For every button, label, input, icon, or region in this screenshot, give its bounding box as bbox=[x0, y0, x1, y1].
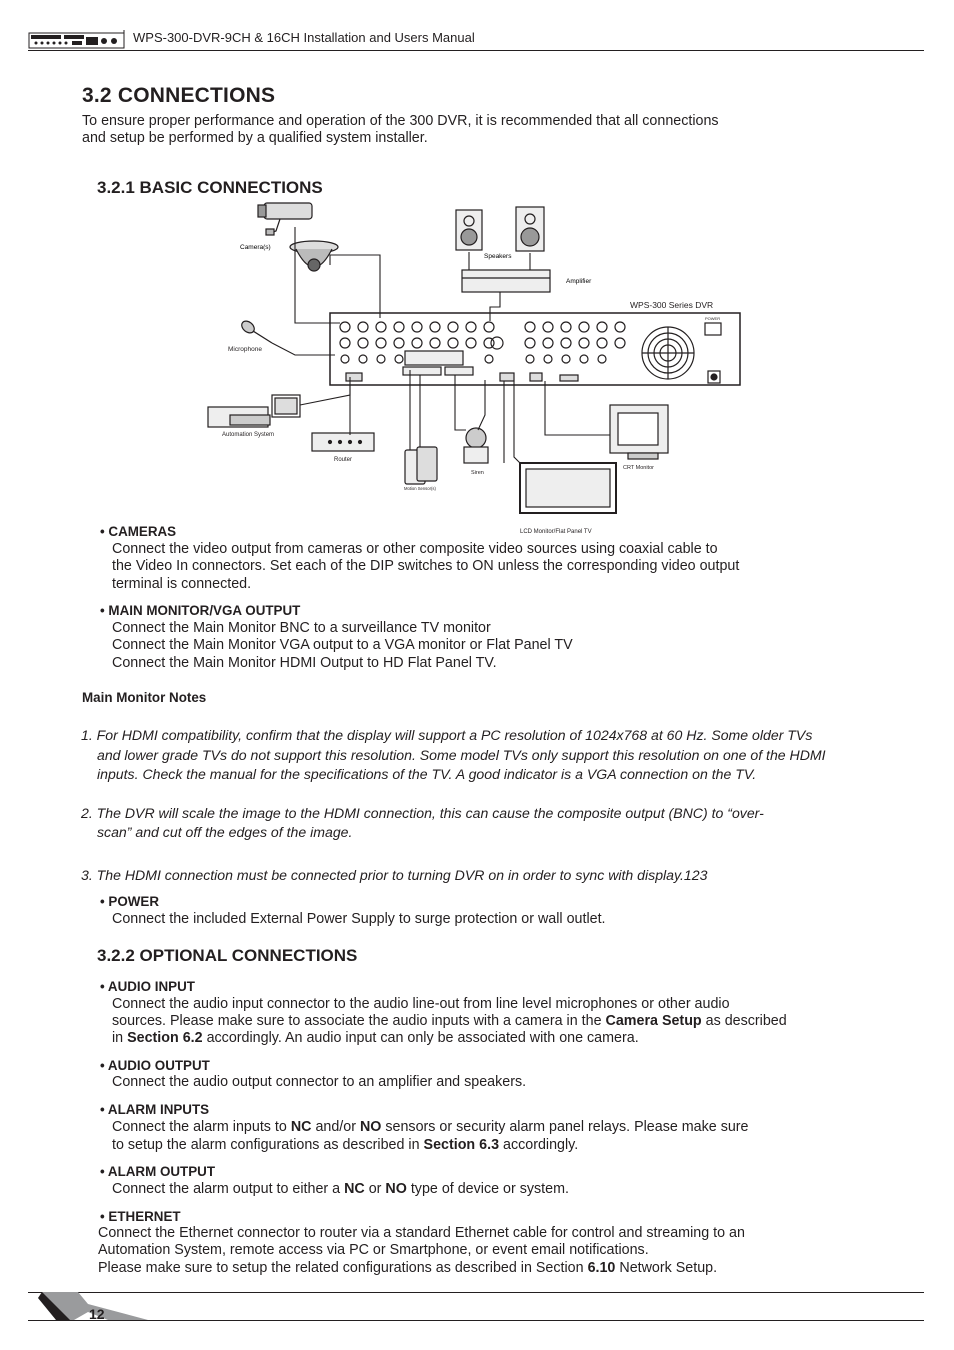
alarm-inputs-text-1a: Connect the alarm inputs to bbox=[112, 1119, 291, 1135]
cameras-text-3: terminal is connected. bbox=[112, 576, 252, 592]
diagram-label-siren: Siren bbox=[471, 470, 484, 476]
crt-monitor-icon bbox=[610, 405, 668, 459]
amplifier-icon bbox=[462, 270, 550, 292]
footer-tab bbox=[28, 1292, 188, 1321]
intro-line-2: and setup be performed by a qualified system installer. bbox=[82, 130, 428, 146]
audio-output-heading: • AUDIO OUTPUT bbox=[100, 1058, 210, 1073]
power-heading: • POWER bbox=[100, 894, 159, 909]
dvr-rear-panel-icon bbox=[330, 313, 740, 385]
optional-connections-title: 3.2.2 OPTIONAL CONNECTIONS bbox=[97, 946, 358, 965]
note2-line-1: 2. The DVR will scale the image to the HDMI connection, this can cause the composite output (BNC) to “over- bbox=[81, 805, 764, 821]
ethernet-text-2: Automation System, remote access via PC or Smartphone, or event email notifications. bbox=[98, 1242, 649, 1258]
alarm-inputs-text-2c: accordingly. bbox=[499, 1137, 579, 1153]
alarm-output-text bbox=[112, 1181, 569, 1199]
manual-title: WPS-300-DVR-9CH & 16CH Installation and Users Manual bbox=[133, 30, 475, 45]
cameras-text-1: Connect the video output from cameras or other composite video sources using coaxial cable to bbox=[112, 541, 718, 557]
camera-setup-ref: Camera Setup bbox=[605, 1013, 702, 1029]
alarm-output-text-c: or bbox=[364, 1181, 386, 1197]
lcd-monitor-icon bbox=[520, 463, 616, 513]
no-label: NO bbox=[359, 1119, 382, 1135]
ethernet-heading: • ETHERNET bbox=[100, 1209, 181, 1224]
note2-line-2: scan” and cut off the edges of the image. bbox=[97, 824, 353, 840]
diagram-label-dvr: WPS-300 Series DVR bbox=[630, 300, 714, 310]
note1-line-2: and lower grade TVs do not support this resolution. Some model TVs only support this resolution on one of the HDMI bbox=[97, 747, 826, 763]
diagram-label-power: POWER bbox=[705, 316, 721, 321]
power-text: Connect the included External Power Supply to surge protection or wall outlet. bbox=[112, 911, 606, 927]
audio-input-text-2a: sources. Please make sure to associate the audio inputs with a camera in the bbox=[112, 1013, 606, 1029]
alarm-inputs-text-2a: to setup the alarm configurations as described in bbox=[112, 1137, 424, 1153]
diagram-label-amplifier: Amplifier bbox=[566, 278, 592, 285]
diagram-label-microphone: Microphone bbox=[228, 346, 262, 353]
alarm-output-heading: • ALARM OUTPUT bbox=[100, 1164, 216, 1179]
section-title: 3.2 CONNECTIONS bbox=[82, 84, 276, 107]
audio-input-text-1: Connect the audio input connector to the audio line-out from line level microphones or other audio bbox=[112, 996, 730, 1012]
microphone-icon bbox=[239, 319, 272, 343]
monitor-text-3: Connect the Main Monitor HDMI Output to HD Flat Panel TV. bbox=[112, 655, 497, 671]
alarm-inputs-heading: • ALARM INPUTS bbox=[100, 1102, 210, 1117]
dome-camera-icon bbox=[290, 241, 338, 271]
dvr-logo-icon bbox=[28, 28, 126, 50]
fan-grill-icon bbox=[642, 327, 694, 379]
audio-input-text-2c: as described bbox=[701, 1013, 787, 1029]
audio-input-text-3a: in bbox=[112, 1030, 128, 1046]
connection-diagram bbox=[200, 195, 760, 540]
monitor-text-2: Connect the Main Monitor VGA output to a VGA monitor or Flat Panel TV bbox=[112, 637, 573, 653]
alarm-inputs-text-1e: sensors or security alarm panel relays. Please make sure bbox=[381, 1119, 749, 1135]
alarm-output-text-a: Connect the alarm output to either a bbox=[112, 1181, 345, 1197]
diagram-label-motion: Motion Sensor(s) bbox=[404, 486, 436, 491]
audio-input-heading: • AUDIO INPUT bbox=[100, 979, 195, 994]
diagram-label-automation: Automation System bbox=[222, 432, 275, 438]
audio-input-text-3c: accordingly. An audio input can only be associated with one camera. bbox=[202, 1030, 639, 1046]
nc-label: NC bbox=[290, 1119, 312, 1135]
audio-input-text-3 bbox=[112, 1030, 639, 1048]
diagram-label-crt: CRT Monitor bbox=[623, 465, 654, 471]
alarm-inputs-text-2 bbox=[112, 1137, 578, 1155]
speaker-icon bbox=[456, 207, 544, 251]
alarm-output-text-e: type of device or system. bbox=[406, 1181, 569, 1197]
bullet-camera-icon bbox=[258, 203, 312, 235]
section-6-2-ref: Section 6.2 bbox=[127, 1030, 203, 1046]
router-icon bbox=[312, 433, 374, 451]
section-6-10-ref: 6.10 bbox=[587, 1260, 616, 1276]
basic-connections-title: 3.2.1 BASIC CONNECTIONS bbox=[97, 178, 323, 197]
ethernet-text-3 bbox=[98, 1260, 717, 1278]
automation-system-icon bbox=[208, 395, 300, 427]
page-number: 12 bbox=[89, 1306, 105, 1322]
diagram-label-lcd: LCD Monitor/Flat Panel TV bbox=[520, 529, 592, 535]
intro-line-1: To ensure proper performance and operation of the 300 DVR, it is recommended that all connections bbox=[82, 113, 719, 129]
header-divider bbox=[28, 50, 924, 51]
section-6-3-ref: Section 6.3 bbox=[423, 1137, 500, 1153]
alarm-inputs-text-1c: and/or bbox=[311, 1119, 360, 1135]
no-label: NO bbox=[385, 1181, 407, 1197]
audio-input-text-2 bbox=[112, 1013, 787, 1031]
diagram-label-speakers: Speakers bbox=[484, 253, 512, 260]
notes-heading: Main Monitor Notes bbox=[82, 690, 207, 705]
monitor-text-1: Connect the Main Monitor BNC to a surveillance TV monitor bbox=[112, 620, 491, 636]
header-logo bbox=[28, 28, 126, 50]
ethernet-text-3a: Please make sure to setup the related configurations as described in Section bbox=[98, 1260, 588, 1276]
motion-sensor-icon bbox=[405, 447, 437, 484]
audio-output-text: Connect the audio output connector to an amplifier and speakers. bbox=[112, 1074, 527, 1090]
cameras-text-2: the Video In connectors. Set each of the DIP switches to ON unless the corresponding video output bbox=[112, 558, 740, 574]
ethernet-text-1: Connect the Ethernet connector to router via a standard Ethernet cable for control and streaming to an bbox=[98, 1225, 745, 1241]
diagram-label-cameras: Camera(s) bbox=[240, 244, 271, 251]
alarm-inputs-text-1 bbox=[112, 1119, 749, 1137]
diagram-label-router: Router bbox=[334, 457, 353, 463]
note1-line-1: 1. For HDMI compatibility, confirm that the display will support a PC resolution of 1024x768 at 60 Hz. Some older TVs bbox=[81, 727, 813, 743]
cameras-heading: • CAMERAS bbox=[100, 524, 177, 539]
monitor-heading: • MAIN MONITOR/VGA OUTPUT bbox=[100, 603, 301, 618]
nc-label: NC bbox=[344, 1181, 365, 1197]
note3-line: 3. The HDMI connection must be connected prior to turning DVR on in order to sync with display.123 bbox=[81, 867, 708, 883]
connection-diagram-svg bbox=[200, 195, 760, 540]
note1-line-3: inputs. Check the manual for the specifications of the TV. A good indicator is a VGA connection on the TV. bbox=[97, 766, 757, 782]
ethernet-text-3c: Network Setup. bbox=[615, 1260, 718, 1276]
page-tab-icon bbox=[28, 1292, 188, 1321]
siren-icon bbox=[464, 428, 488, 463]
